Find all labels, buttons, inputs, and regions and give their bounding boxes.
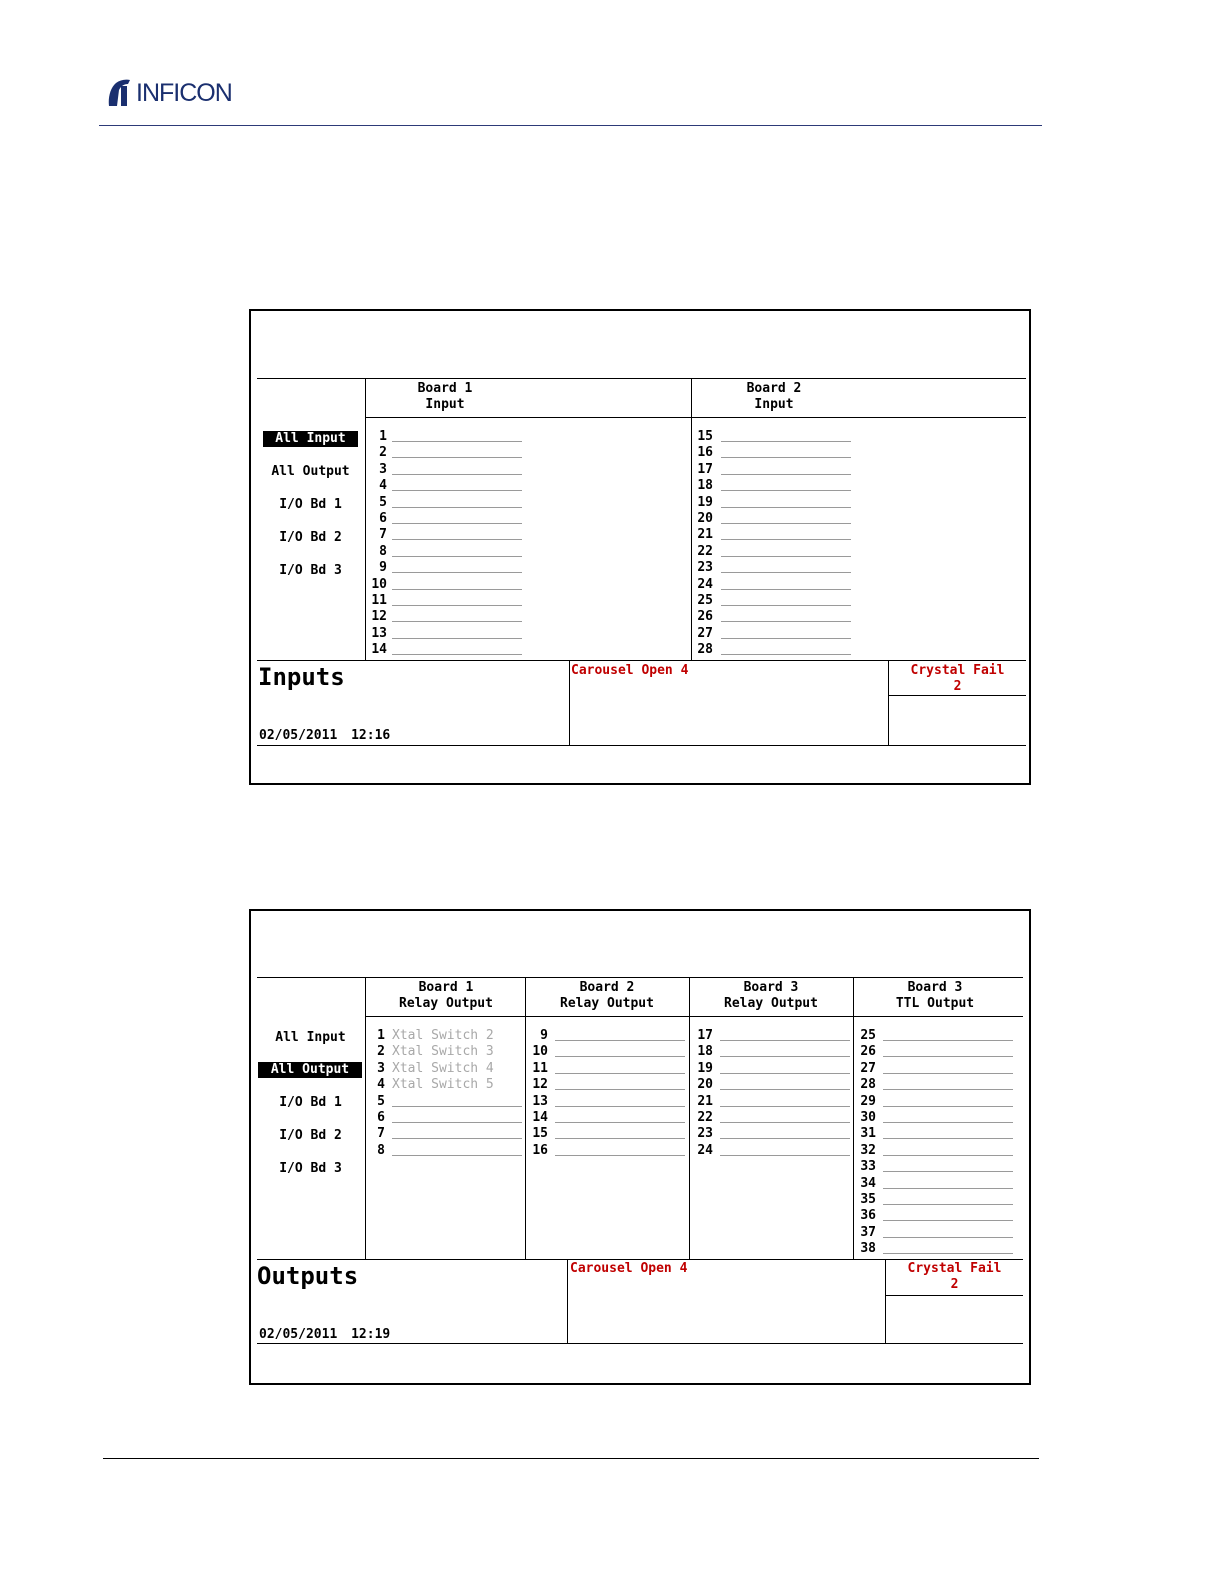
list-item bbox=[854, 1077, 1013, 1093]
alarm-crystal-fail: Crystal Fail 2 bbox=[907, 1261, 1002, 1292]
screen-title: Inputs bbox=[258, 663, 345, 691]
channel-number: 38 bbox=[860, 1241, 876, 1257]
channel-blank-field bbox=[883, 1089, 1013, 1090]
channel-blank-field bbox=[392, 1155, 522, 1156]
channel-number: 22 bbox=[697, 1110, 713, 1125]
list-item bbox=[363, 1094, 522, 1110]
channel-number: 8 bbox=[379, 543, 387, 559]
list-item bbox=[365, 462, 522, 478]
channel-number: 11 bbox=[532, 1060, 548, 1076]
divider bbox=[257, 1343, 1023, 1344]
channel-number: 11 bbox=[371, 593, 387, 608]
channel-number: 13 bbox=[371, 625, 387, 641]
channel-blank-field bbox=[721, 556, 851, 557]
channel-blank-field bbox=[720, 1138, 850, 1139]
list-item bbox=[365, 593, 522, 609]
menu-io-bd-2[interactable]: I/O Bd 2 bbox=[279, 530, 342, 545]
list-item bbox=[365, 626, 522, 642]
channel-number: 30 bbox=[860, 1110, 876, 1125]
channel-number: 34 bbox=[860, 1175, 876, 1191]
column-header-board-3-relay: Board 3 Relay Output bbox=[724, 980, 818, 1011]
channel-number: 14 bbox=[532, 1110, 548, 1125]
channel-blank-field bbox=[721, 523, 851, 524]
list-item bbox=[854, 1044, 1013, 1060]
list-item bbox=[854, 1208, 1013, 1224]
list-item bbox=[691, 527, 851, 543]
list-item bbox=[691, 478, 851, 494]
logo-text: INFICON bbox=[136, 78, 232, 107]
list-item bbox=[691, 445, 851, 461]
list-item bbox=[691, 593, 851, 609]
channel-number: 21 bbox=[697, 527, 713, 543]
channel-number: 15 bbox=[532, 1126, 548, 1142]
channel-number: 3 bbox=[379, 461, 387, 477]
list-item bbox=[691, 544, 851, 560]
divider bbox=[888, 695, 1026, 696]
channel-number: 7 bbox=[377, 1126, 385, 1142]
list-item bbox=[363, 1110, 522, 1126]
channel-number: 25 bbox=[860, 1028, 876, 1043]
channel-number: 16 bbox=[697, 445, 713, 461]
channel-number: 10 bbox=[371, 576, 387, 592]
channel-number: 27 bbox=[860, 1060, 876, 1076]
menu-io-bd-3[interactable]: I/O Bd 3 bbox=[279, 1161, 342, 1176]
list-item bbox=[691, 462, 851, 478]
channel-blank-field bbox=[392, 654, 522, 655]
channel-blank-field bbox=[720, 1056, 850, 1057]
channel-number: 33 bbox=[860, 1159, 876, 1175]
channel-blank-field bbox=[392, 556, 522, 557]
alarm-crystal-fail: Crystal Fail 2 bbox=[910, 663, 1005, 694]
channel-number: 15 bbox=[697, 429, 713, 444]
channel-number: 32 bbox=[860, 1142, 876, 1158]
channel-blank-field bbox=[392, 621, 522, 622]
list-item bbox=[365, 609, 522, 625]
outputs-screen bbox=[249, 909, 1031, 1385]
channel-number: 23 bbox=[697, 560, 713, 576]
list-item bbox=[363, 1061, 522, 1077]
divider bbox=[257, 660, 1026, 661]
channel-blank-field bbox=[555, 1089, 685, 1090]
channel-blank-field bbox=[883, 1106, 1013, 1107]
channel-number: 19 bbox=[697, 494, 713, 510]
time: 12:19 bbox=[351, 1327, 391, 1342]
list-item bbox=[854, 1110, 1013, 1126]
menu-all-output[interactable]: All Output bbox=[258, 1062, 362, 1078]
channel-blank-field bbox=[555, 1073, 685, 1074]
list-item bbox=[526, 1044, 685, 1060]
menu-all-output[interactable]: All Output bbox=[271, 464, 350, 479]
channel-label: Xtal Switch 5 bbox=[392, 1077, 494, 1093]
channel-number: 35 bbox=[860, 1192, 876, 1207]
list-item bbox=[365, 429, 522, 445]
channel-number: 26 bbox=[697, 609, 713, 625]
column-header-board-1: Board 1 Input bbox=[417, 381, 473, 412]
list-item bbox=[365, 544, 522, 560]
list-item bbox=[691, 626, 851, 642]
column-header-board-2: Board 2 Input bbox=[746, 381, 802, 412]
channel-number: 21 bbox=[697, 1093, 713, 1109]
list-item bbox=[854, 1126, 1013, 1142]
list-item bbox=[526, 1126, 685, 1142]
channel-number: 6 bbox=[379, 511, 387, 526]
time: 12:16 bbox=[351, 728, 391, 743]
list-item bbox=[526, 1110, 685, 1126]
channel-number: 8 bbox=[377, 1142, 385, 1158]
channel-number: 4 bbox=[379, 478, 387, 494]
divider bbox=[257, 378, 1026, 379]
divider bbox=[257, 977, 1023, 978]
channel-number: 18 bbox=[697, 478, 713, 494]
list-item bbox=[691, 1061, 850, 1077]
header-rule bbox=[99, 125, 1042, 126]
list-item bbox=[691, 1143, 850, 1159]
channel-number: 26 bbox=[860, 1044, 876, 1060]
channel-blank-field bbox=[555, 1138, 685, 1139]
channel-blank-field bbox=[555, 1106, 685, 1107]
channel-number: 28 bbox=[697, 642, 713, 658]
list-item bbox=[363, 1044, 522, 1060]
date: 02/05/2011 bbox=[259, 728, 338, 743]
channel-blank-field bbox=[721, 507, 851, 508]
channel-blank-field bbox=[392, 589, 522, 590]
channel-blank-field bbox=[392, 539, 522, 540]
channel-blank-field bbox=[721, 589, 851, 590]
channel-blank-field bbox=[883, 1056, 1013, 1057]
list-item bbox=[854, 1061, 1013, 1077]
channel-blank-field bbox=[883, 1220, 1013, 1221]
list-item bbox=[854, 1159, 1013, 1175]
channel-blank-field bbox=[720, 1089, 850, 1090]
list-item bbox=[691, 1044, 850, 1060]
date: 02/05/2011 bbox=[259, 1327, 338, 1342]
divider bbox=[366, 1016, 1023, 1017]
channel-blank-field bbox=[392, 638, 522, 639]
channel-blank-field bbox=[720, 1155, 850, 1156]
menu-io-bd-1[interactable]: I/O Bd 1 bbox=[279, 497, 342, 512]
channel-blank-field bbox=[392, 1106, 522, 1107]
channel-blank-field bbox=[883, 1171, 1013, 1172]
channel-blank-field bbox=[883, 1138, 1013, 1139]
menu-io-bd-2[interactable]: I/O Bd 2 bbox=[279, 1128, 342, 1143]
channel-label: Xtal Switch 2 bbox=[392, 1028, 494, 1043]
list-item bbox=[691, 1110, 850, 1126]
channel-blank-field bbox=[555, 1122, 685, 1123]
channel-blank-field bbox=[721, 638, 851, 639]
menu-all-input[interactable]: All Input bbox=[263, 431, 358, 447]
channel-number: 24 bbox=[697, 1142, 713, 1158]
list-item bbox=[691, 577, 851, 593]
channel-blank-field bbox=[721, 572, 851, 573]
channel-blank-field bbox=[721, 474, 851, 475]
channel-number: 20 bbox=[697, 1077, 713, 1093]
list-item bbox=[363, 1028, 522, 1044]
list-item bbox=[526, 1061, 685, 1077]
channel-number: 12 bbox=[371, 609, 387, 625]
channel-blank-field bbox=[883, 1188, 1013, 1189]
channel-number: 5 bbox=[379, 494, 387, 510]
list-item bbox=[365, 577, 522, 593]
inputs-screen bbox=[249, 309, 1031, 785]
list-item bbox=[691, 1028, 850, 1044]
channel-blank-field bbox=[883, 1204, 1013, 1205]
channel-number: 9 bbox=[540, 1028, 548, 1043]
inficon-logo bbox=[106, 76, 232, 110]
channel-blank-field bbox=[720, 1040, 850, 1041]
list-item bbox=[691, 1094, 850, 1110]
channel-number: 7 bbox=[379, 527, 387, 543]
channel-blank-field bbox=[721, 654, 851, 655]
channel-number: 37 bbox=[860, 1224, 876, 1240]
list-item bbox=[365, 527, 522, 543]
channel-blank-field bbox=[883, 1237, 1013, 1238]
channel-blank-field bbox=[721, 605, 851, 606]
channel-number: 3 bbox=[377, 1060, 385, 1076]
list-item bbox=[691, 1126, 850, 1142]
channel-blank-field bbox=[720, 1122, 850, 1123]
channel-number: 5 bbox=[377, 1093, 385, 1109]
channel-number: 12 bbox=[532, 1077, 548, 1093]
channel-blank-field bbox=[392, 523, 522, 524]
list-item bbox=[691, 642, 851, 658]
channel-blank-field bbox=[555, 1040, 685, 1041]
list-item bbox=[854, 1094, 1013, 1110]
list-item bbox=[854, 1192, 1013, 1208]
channel-number: 17 bbox=[697, 461, 713, 477]
list-item bbox=[365, 478, 522, 494]
channel-number: 1 bbox=[379, 429, 387, 444]
channel-number: 31 bbox=[860, 1126, 876, 1142]
channel-blank-field bbox=[883, 1155, 1013, 1156]
date-time bbox=[259, 1327, 390, 1343]
menu-io-bd-3[interactable]: I/O Bd 3 bbox=[279, 563, 342, 578]
channel-blank-field bbox=[392, 441, 522, 442]
channel-blank-field bbox=[392, 1122, 522, 1123]
list-item bbox=[691, 495, 851, 511]
column-header-board-1-relay: Board 1 Relay Output bbox=[399, 980, 493, 1011]
divider bbox=[885, 1295, 1023, 1296]
channel-blank-field bbox=[392, 490, 522, 491]
channel-blank-field bbox=[720, 1073, 850, 1074]
channel-number: 29 bbox=[860, 1093, 876, 1109]
channel-blank-field bbox=[883, 1122, 1013, 1123]
channel-blank-field bbox=[883, 1253, 1013, 1254]
menu-io-bd-1[interactable]: I/O Bd 1 bbox=[279, 1095, 342, 1110]
menu-all-input[interactable]: All Input bbox=[275, 1030, 346, 1045]
list-item bbox=[691, 609, 851, 625]
list-item bbox=[691, 560, 851, 576]
footer-rule bbox=[103, 1458, 1039, 1459]
list-item bbox=[691, 429, 851, 445]
list-item bbox=[854, 1176, 1013, 1192]
list-item bbox=[526, 1028, 685, 1044]
channel-number: 36 bbox=[860, 1208, 876, 1224]
list-item bbox=[526, 1077, 685, 1093]
list-item bbox=[365, 445, 522, 461]
list-item bbox=[854, 1143, 1013, 1159]
channel-blank-field bbox=[392, 1138, 522, 1139]
channel-blank-field bbox=[392, 474, 522, 475]
list-item bbox=[363, 1077, 522, 1093]
channel-blank-field bbox=[883, 1073, 1013, 1074]
list-item bbox=[363, 1143, 522, 1159]
channel-number: 10 bbox=[532, 1044, 548, 1060]
channel-blank-field bbox=[721, 490, 851, 491]
channel-number: 13 bbox=[532, 1093, 548, 1109]
divider bbox=[689, 977, 690, 1259]
channel-number: 16 bbox=[532, 1142, 548, 1158]
divider bbox=[569, 660, 570, 745]
channel-blank-field bbox=[720, 1106, 850, 1107]
divider bbox=[567, 1259, 568, 1343]
channel-blank-field bbox=[721, 457, 851, 458]
list-item bbox=[365, 642, 522, 658]
divider bbox=[257, 1259, 1023, 1260]
channel-number: 14 bbox=[371, 642, 387, 658]
alarm-carousel-open: Carousel Open 4 bbox=[571, 663, 689, 678]
channel-number: 19 bbox=[697, 1060, 713, 1076]
list-item bbox=[854, 1225, 1013, 1241]
channel-number: 28 bbox=[860, 1077, 876, 1093]
channel-number: 1 bbox=[377, 1028, 385, 1043]
channel-label: Xtal Switch 3 bbox=[392, 1044, 494, 1060]
channel-blank-field bbox=[883, 1040, 1013, 1041]
column-header-board-3-ttl: Board 3 TTL Output bbox=[895, 980, 975, 1011]
list-item bbox=[854, 1241, 1013, 1257]
channel-number: 2 bbox=[379, 445, 387, 461]
list-item bbox=[691, 1077, 850, 1093]
channel-number: 6 bbox=[377, 1110, 385, 1125]
logo-mark-icon bbox=[106, 76, 134, 110]
channel-blank-field bbox=[392, 457, 522, 458]
alarm-carousel-open: Carousel Open 4 bbox=[570, 1261, 688, 1276]
channel-number: 18 bbox=[697, 1044, 713, 1060]
channel-number: 24 bbox=[697, 576, 713, 592]
list-item bbox=[691, 511, 851, 527]
list-item bbox=[854, 1028, 1013, 1044]
list-item bbox=[363, 1126, 522, 1142]
channel-number: 4 bbox=[377, 1077, 385, 1093]
date-time bbox=[259, 728, 390, 744]
channel-blank-field bbox=[721, 621, 851, 622]
channel-number: 27 bbox=[697, 625, 713, 641]
channel-blank-field bbox=[392, 572, 522, 573]
divider bbox=[257, 745, 1026, 746]
channel-blank-field bbox=[555, 1155, 685, 1156]
channel-blank-field bbox=[721, 441, 851, 442]
channel-blank-field bbox=[555, 1056, 685, 1057]
channel-number: 20 bbox=[697, 511, 713, 526]
channel-blank-field bbox=[392, 507, 522, 508]
channel-number: 2 bbox=[377, 1044, 385, 1060]
channel-blank-field bbox=[392, 605, 522, 606]
list-item bbox=[365, 511, 522, 527]
channel-number: 22 bbox=[697, 543, 713, 559]
column-header-board-2-relay: Board 2 Relay Output bbox=[560, 980, 654, 1011]
channel-number: 9 bbox=[379, 560, 387, 576]
channel-label: Xtal Switch 4 bbox=[392, 1060, 494, 1076]
list-item bbox=[365, 560, 522, 576]
screen-title: Outputs bbox=[257, 1262, 359, 1290]
channel-number: 17 bbox=[697, 1028, 713, 1043]
list-item bbox=[365, 495, 522, 511]
channel-number: 25 bbox=[697, 593, 713, 608]
channel-blank-field bbox=[721, 539, 851, 540]
divider bbox=[366, 417, 1026, 418]
channel-number: 23 bbox=[697, 1126, 713, 1142]
list-item bbox=[526, 1094, 685, 1110]
list-item bbox=[526, 1143, 685, 1159]
